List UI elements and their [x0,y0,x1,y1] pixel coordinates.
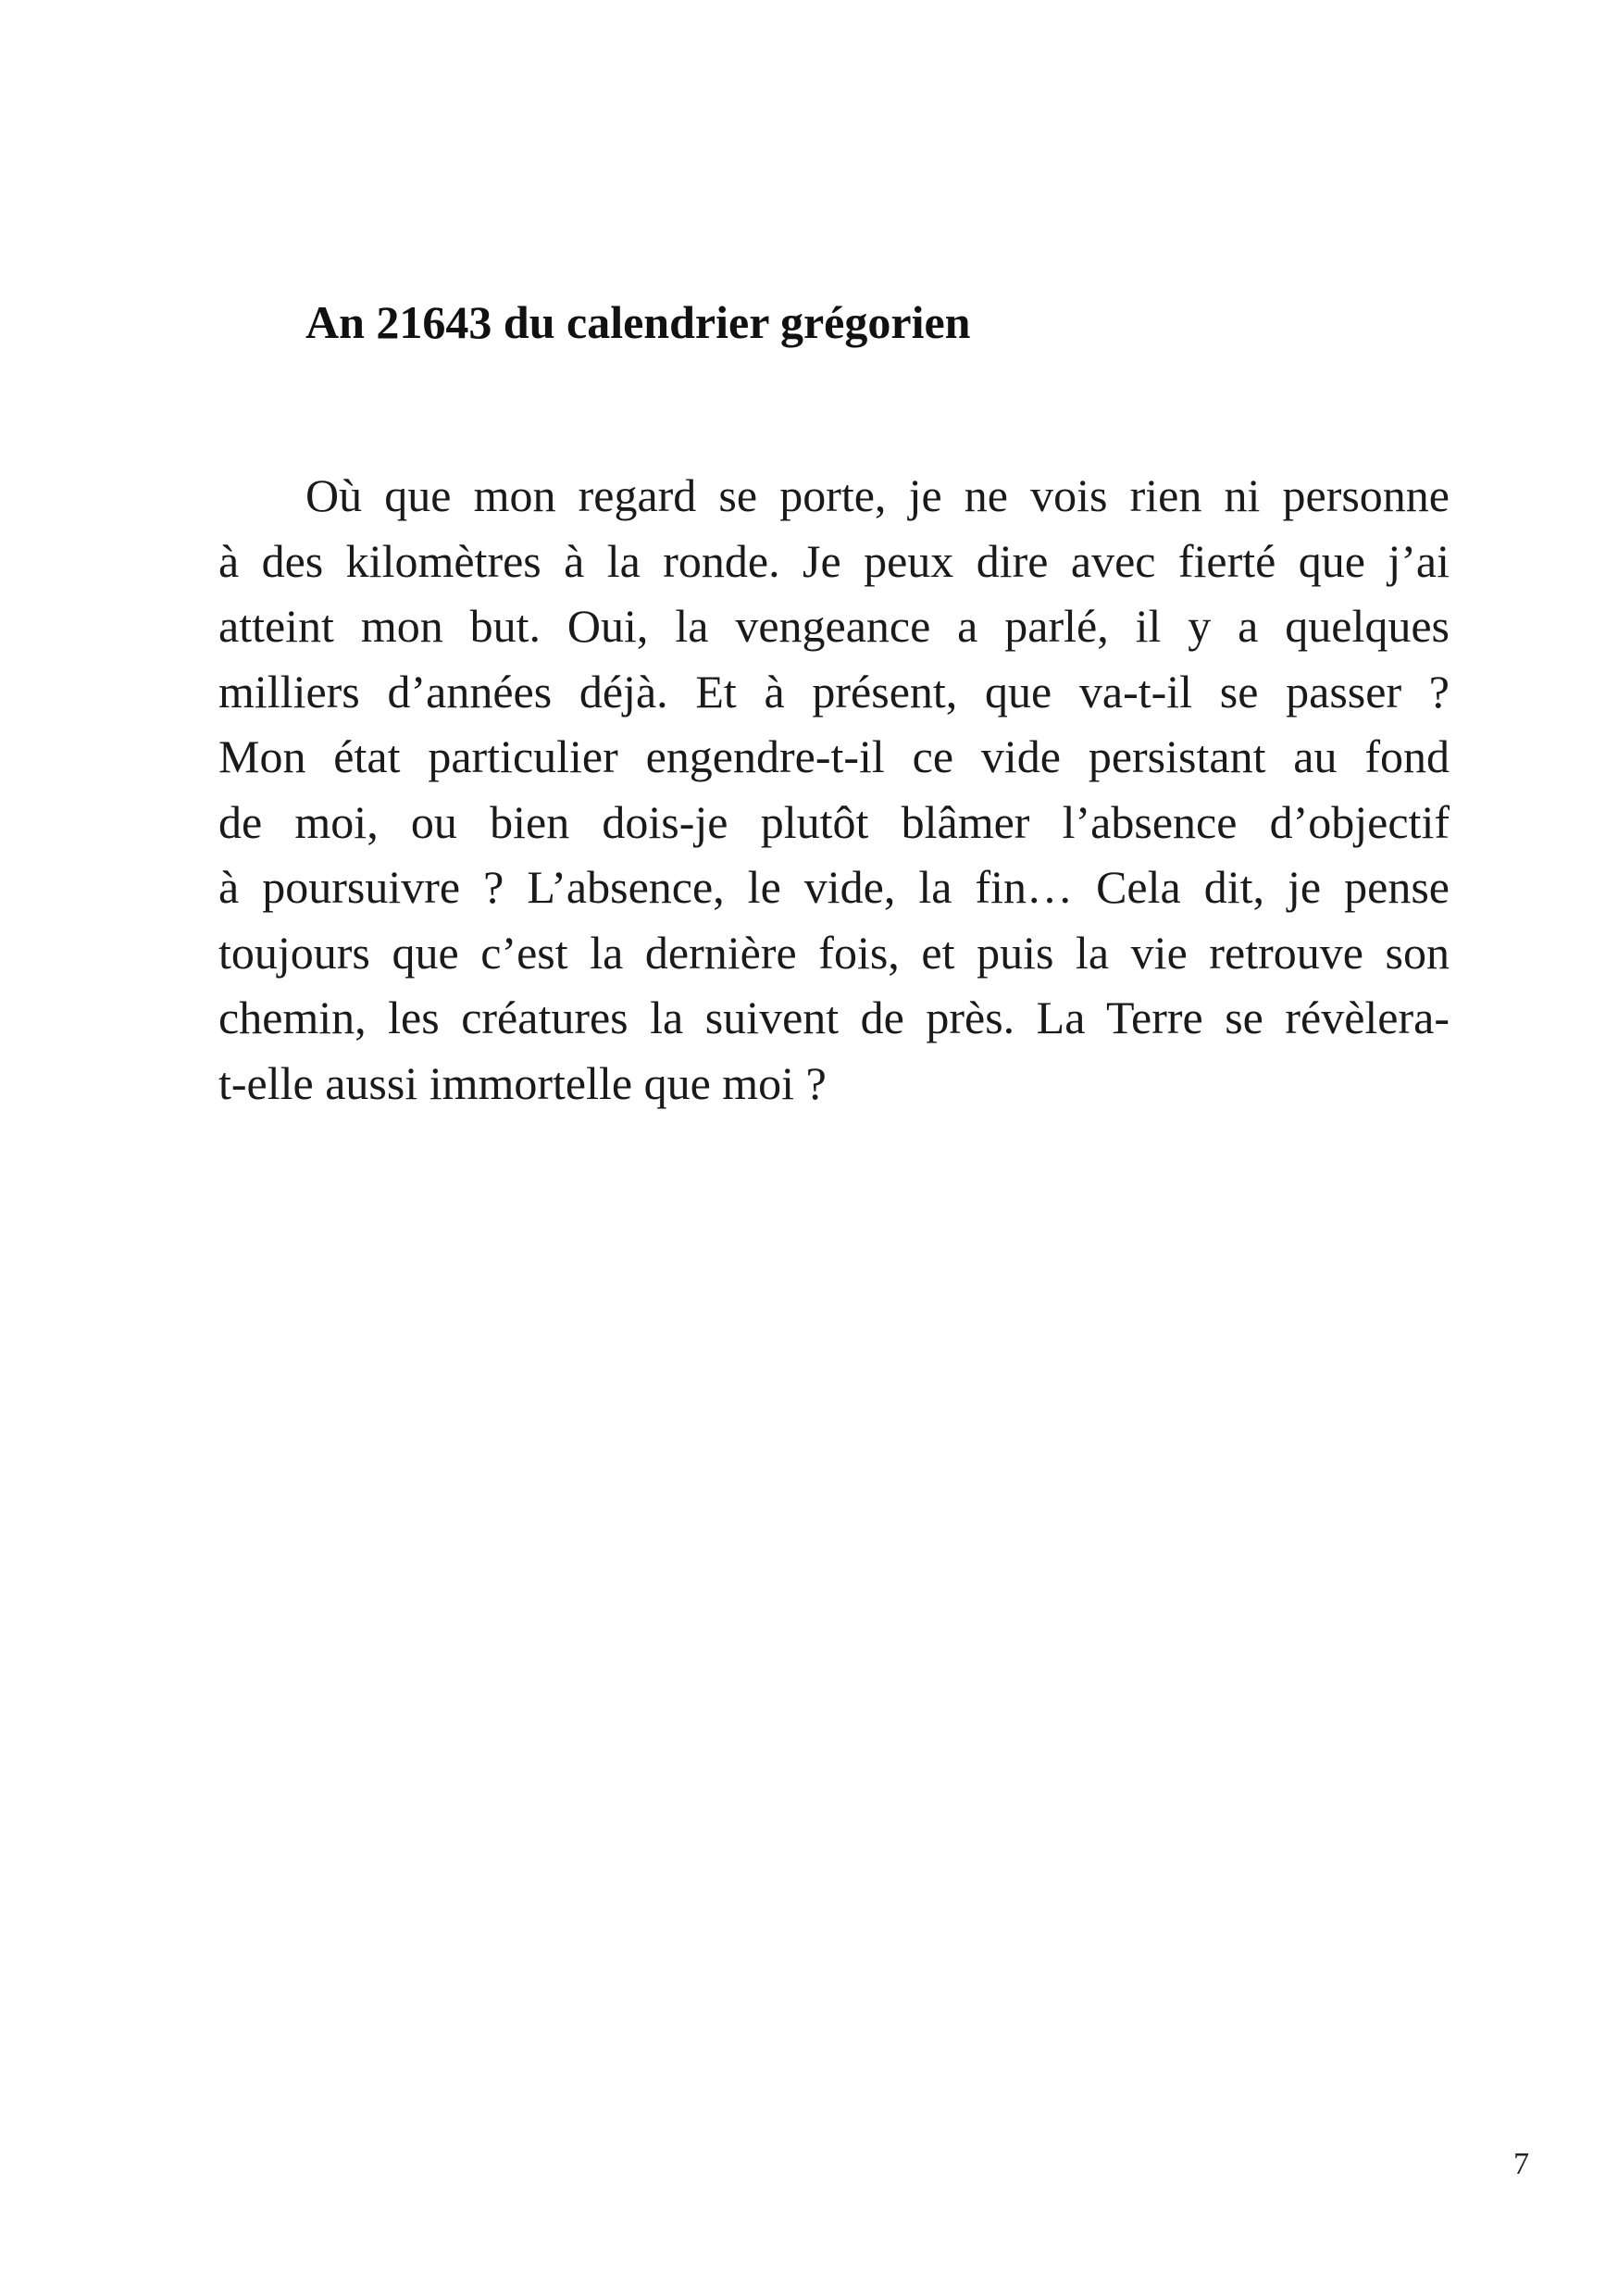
text-line: milliers d’années déjà. Et à présent, que va-t-il se passer ? [218,665,1450,718]
text-line: chemin, les créatures la suivent de près. La Terre se révèlera- [218,992,1450,1043]
text-line: à poursuivre ? L’absence, le vide, la fin… Cela dit, je pense [218,861,1450,913]
page-number: 7 [1513,2147,1529,2181]
text-line: Où que mon regard se porte, je ne vois rien ni personne [305,469,1450,521]
body-paragraph [218,463,1450,1116]
text-line: Mon état particulier engendre-t-il ce vide persistant au fond [218,730,1450,782]
text-line: à des kilomètres à la ronde. Je peux dire avec fierté que j’ai [218,534,1450,587]
text-line: toujours que c’est la dernière fois, et puis la vie retrouve son [218,926,1450,979]
text-line: t-elle aussi immortelle que moi ? [218,1056,827,1109]
chapter-title: An 21643 du calendrier grégorien [305,296,971,348]
text-line: atteint mon but. Oui, la vengeance a parlé, il y a quelques [218,600,1450,652]
text-line: de moi, ou bien dois-je plutôt blâmer l’absence d’objectif [218,795,1450,848]
